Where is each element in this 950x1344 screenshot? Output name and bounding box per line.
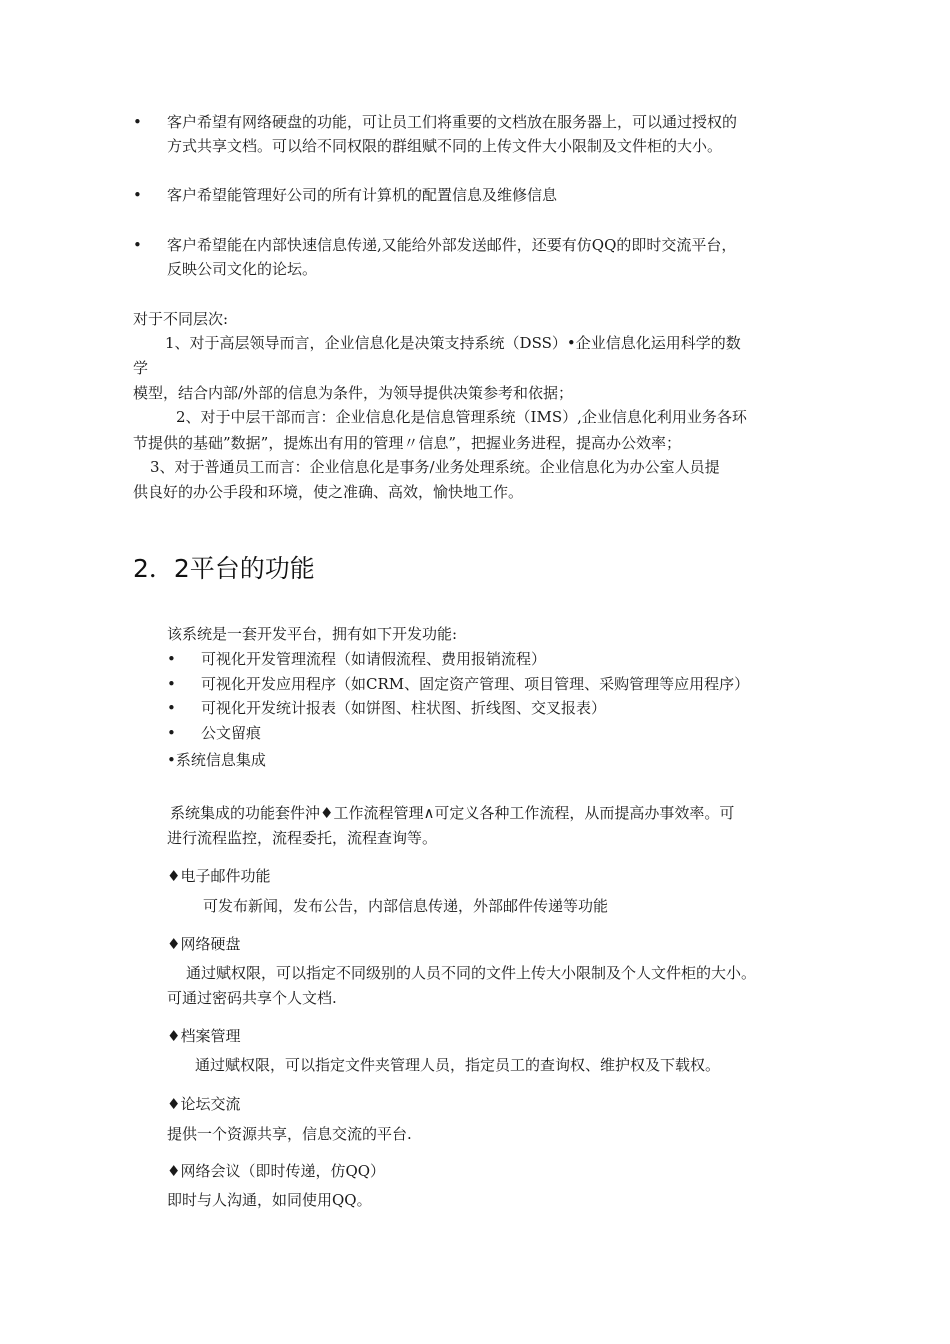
paragraph-line: 学 — [133, 359, 149, 377]
paragraph-line: 2、对于中层干部而言：企业信息化是信息管理系统（IMS）,企业信息化利用业务各环 — [176, 408, 747, 426]
list-item: 可视化开发统计报表（如饼图、柱状图、折线图、交叉报表） — [201, 699, 607, 717]
feature-title: ♦电子邮件功能 — [167, 867, 271, 885]
feature-title: ♦档案管理 — [167, 1027, 241, 1045]
paragraph-line: 进行流程监控，流程委托，流程查询等。 — [167, 829, 438, 847]
feature-desc: 即时与人沟通，如同使用QQ。 — [167, 1191, 372, 1209]
feature-desc: 提供一个资源共享，信息交流的平台. — [167, 1125, 412, 1143]
bullet-text: 客户希望有网络硬盘的功能，可让员工们将重要的文档放在服务器上，可以通过授权的 — [167, 113, 738, 131]
feature-title: ♦论坛交流 — [167, 1095, 241, 1113]
bullet-dot: • — [167, 650, 176, 668]
bullet-text: 方式共享文档。可以给不同权限的群组赋不同的上传文件大小限制及文件柜的大小。 — [167, 137, 723, 155]
bullet-dot: • — [133, 113, 142, 131]
feature-desc: 通过赋权限，可以指定不同级别的人员不同的文件上传大小限制及个人文件柜的大小。 — [186, 964, 757, 982]
list-item: 公文留痕 — [201, 724, 262, 742]
list-item: 可视化开发应用程序（如CRM、固定资产管理、项目管理、采购管理等应用程序） — [201, 675, 750, 693]
feature-desc: 可通过密码共享个人文档. — [167, 989, 337, 1007]
levels-intro: 对于不同层次: — [133, 310, 229, 328]
bullet-dot: • — [133, 186, 142, 204]
bullet-dot: • — [167, 699, 176, 717]
bullet-text: 客户希望能在内部快速信息传递,又能给外部发送邮件，还要有仿QQ的即时交流平台， — [167, 236, 737, 254]
bullet-text: 客户希望能管理好公司的所有计算机的配置信息及维修信息 — [167, 186, 558, 204]
feature-desc: 通过赋权限，可以指定文件夹管理人员，指定员工的查询权、维护权及下载权。 — [195, 1056, 721, 1074]
bullet-text: 反映公司文化的论坛。 — [167, 260, 318, 278]
paragraph-line: 3、对于普通员工而言：企业信息化是事务/业务处理系统。企业信息化为办公室人员提 — [150, 458, 720, 476]
paragraph-line: 1、对于高层领导而言，企业信息化是决策支持系统（DSS）•企业信息化运用科学的数 — [165, 334, 741, 352]
list-item: 可视化开发管理流程（如请假流程、费用报销流程） — [201, 650, 547, 668]
integration-label: •系统信息集成 — [167, 751, 266, 769]
feature-title: ♦网络会议（即时传递，仿QQ） — [167, 1162, 386, 1180]
feature-title: ♦网络硬盘 — [167, 935, 241, 953]
bullet-dot: • — [167, 675, 176, 693]
paragraph-line: 系统集成的功能套件沖♦工作流程管理∧可定义各种工作流程，从而提高办事效率。可 — [170, 804, 735, 822]
paragraph-line: 供良好的办公手段和环境，使之准确、高效，愉快地工作。 — [133, 483, 524, 501]
bullet-dot: • — [167, 724, 176, 742]
section-heading: 2．2平台的功能 — [133, 554, 315, 583]
paragraph-line: 节提供的基础”数据”，提炼出有用的管理〃信息”，把握业务进程，提高办公效率； — [133, 434, 682, 452]
feature-desc: 可发布新闻，发布公告，内部信息传递，外部邮件传递等功能 — [203, 897, 609, 915]
bullet-dot: • — [133, 236, 142, 254]
paragraph-line: 模型，结合内部/外部的信息为条件，为领导提供决策参考和依据； — [133, 384, 574, 402]
section-intro: 该系统是一套开发平台，拥有如下开发功能: — [167, 625, 458, 643]
